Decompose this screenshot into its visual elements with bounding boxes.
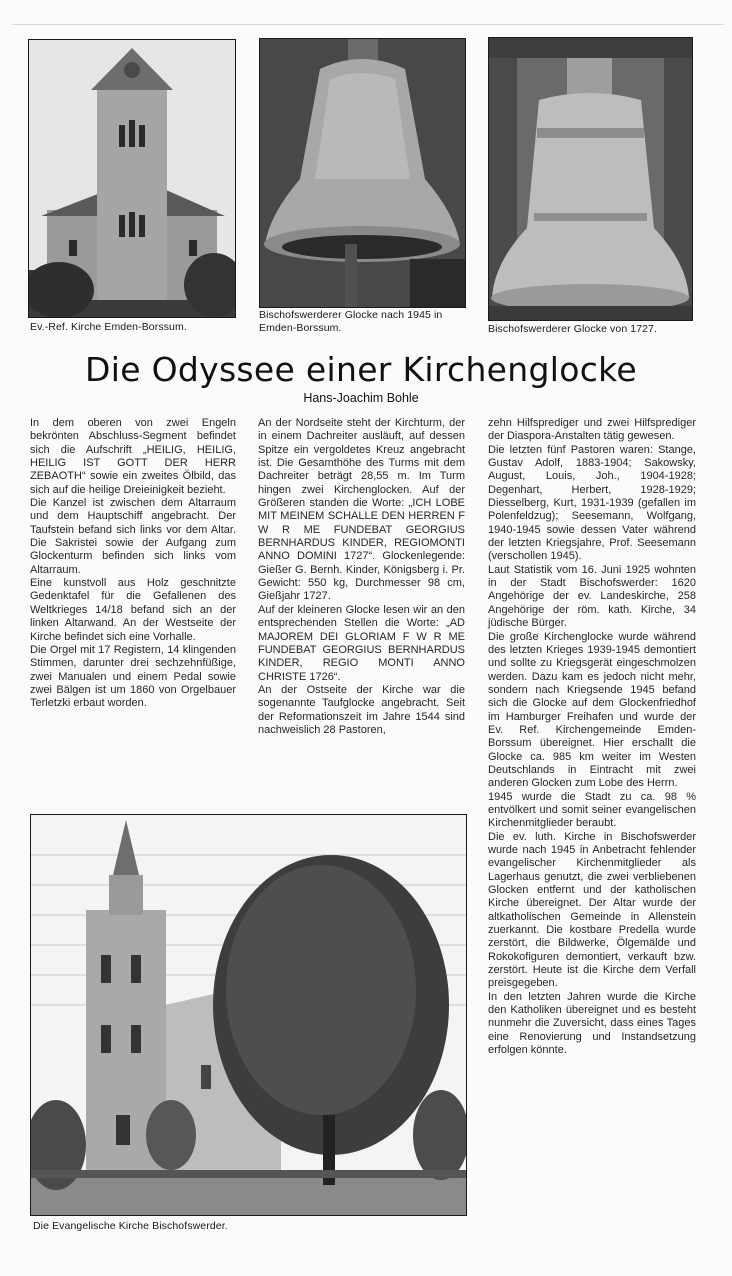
paragraph: Die Kanzel ist zwischen dem Altarraum und dem Hauptschiff angebracht. Der Taufstein befand sich links vor dem Altar. Die Sakristei sowie der Aufgang zum Glockenturm befinden sich links vom Altarraum. xyxy=(30,497,236,576)
paragraph: An der Ostseite der Kirche war die sogenannte Taufglocke angebracht. Seit der Reformationszeit im Jahre 1544 sind nachweislich 28 Pastoren, xyxy=(258,683,465,736)
caption-church-bischofswerder: Die Evangelische Kirche Bischofswerder. xyxy=(33,1220,228,1232)
bell-1727-photo xyxy=(488,37,693,321)
caption-bell-1727: Bischofswerderer Glocke von 1727. xyxy=(488,323,658,335)
paragraph: Die Orgel mit 17 Registern, 14 klingenden Stimmen, darunter drei sechzehnfüßige, zwei Manualen und einem Pedal sowie zwei Bälgen ist um 1860 von Orgelbauer Terletzki erbaut worden. xyxy=(30,643,236,710)
bell-after-1945-photo xyxy=(259,38,466,308)
article-author: Hans-Joachim Bohle xyxy=(303,391,419,405)
paragraph: Die große Kirchenglocke wurde während des letzten Krieges 1939-1945 demontiert und sollte zu Kriegsgerät eingeschmolzen werden. Dazu kam es jedoch nicht mehr, sondern nach Kriegsende 1945 befand sich die Glocke auf dem Glockenfriedhof im Hamburger Freihafen und wurde der Ev. Ref. Kirchengemeinde Emden-Borssum übereignet. Hier erschallt die Glocke ca. 985 km weiter im Westen Deutschlands in Eintracht mit zwei anderen Glocken zum Lobe des Herrn. xyxy=(488,630,696,790)
paragraph: In dem oberen von zwei Engeln bekrönten Abschluss-Segment befindet sich die Aufschrift „HEILIG, HEILIG, HEILIG IST GOTT DER HERR ZEBAOTH“ sowie ein zweites Ölbild, das sich auf die heilige Dreieinigkeit bezieht. xyxy=(30,417,236,496)
article-title: Die Odyssee einer Kirchenglocke xyxy=(85,350,637,389)
article-column-1 xyxy=(30,417,236,711)
paragraph: Laut Statistik vom 16. Juni 1925 wohnten in der Stadt Bischofswerder: 1620 Angehörige der ev. Landeskirche, 258 Angehörige der röm. kath. Kirche, 34 jüdische Bürger. xyxy=(488,563,696,630)
paragraph: In den letzten Jahren wurde die Kirche den Katholiken übereignet und es besteht nunmehr die Zuversicht, dass eines Tages eine Renovierung und Instandsetzung erfolgen könnte. xyxy=(488,990,696,1057)
paragraph: Die letzten fünf Pastoren waren: Stange, Gustav Adolf, 1883-1904; Sakowsky, August, Louis, Joh., 1904-1928; Degenhart, Herbert, 1928-1929; Diesselberg, Kurt, 1931-1939 (gefallen im Polenfeldzug); Seesemann, Wolfgang, 1940-1945 sowie dessen Vater während der letzten Kriegsjahre, Prof. Seesemann (verschollen 1945). xyxy=(488,443,696,563)
article-column-2 xyxy=(258,417,465,737)
caption-bell-after-1945: Bischofswerderer Glocke nach 1945 in Emden-Borssum. xyxy=(259,309,443,334)
paragraph: Eine kunstvoll aus Holz geschnitzte Gedenktafel für die Gefallenen des Weltkrieges 14/18 befand sich an der linken Altarwand. An der Westseite der Kirche befindet sich eine Vorhalle. xyxy=(30,577,236,643)
paragraph: An der Nordseite steht der Kirchturm, der in einem Dachreiter ausläuft, auf dessen Spitze ein vergoldetes Kreuz angebracht ist. Die Gesamthöhe des Turms mit dem Dachreiter beträgt 28,55 m. Im Turm hingen zwei Kirchenglocken. Auf der Größeren standen die Worte: „ICH LOBE MIT MEINEM SCHALLE DEN HERREN F W R ME FUNDEBAT GEORGIUS BERNHARDUS KINDER, REGIOMONTI ANNO DOMINI 1727“. Glockenlegende: Gießer G. Bernh. Kinder, Königsberg i. Pr. Gewicht: 550 kg, Durchmesser 98 cm, Gießjahr 1727. xyxy=(258,417,465,603)
church-emden-borssum-photo xyxy=(28,39,236,318)
church-bischofswerder-drawing xyxy=(30,814,467,1216)
article-column-3 xyxy=(488,417,696,1058)
paragraph: 1945 wurde die Stadt zu ca. 98 % entvölkert und somit seiner evangelischen Kirchenmitglieder beraubt. xyxy=(488,790,696,830)
paragraph: zehn Hilfsprediger und zwei Hilfsprediger der Diaspora-Anstalten tätig gewesen. xyxy=(488,417,696,443)
paragraph: Die ev. luth. Kirche in Bischofswerder wurde nach 1945 in Anbetracht fehlender evangelischer Kirchenmitglieder als Lagerhaus genutzt, die zwei verbliebenen Glocken entfernt und der katholischen Kirche übereignet. Der Altar wurde der altkatholischen Gemeinde in Allenstein zuerkannt. Die kostbare Predella wurde zerstört, die Bildwerke, Ölgemälde und Rokokofiguren demontiert, verkauft bzw. zerstört. Heute ist die Kirche dem Verfall preisgegeben. xyxy=(488,830,696,990)
top-rule xyxy=(12,24,724,25)
caption-church-emden: Ev.-Ref. Kirche Emden-Borssum. xyxy=(30,321,187,333)
paragraph: Auf der kleineren Glocke lesen wir an den entsprechenden Stellen die Worte: „AD MAJOREM DEI GLORIAM F W R ME FUNDEBAT GEORGIUS BERNHARDUS KINDER, REGIO MONTI ANNO CHRISTE 1726“. xyxy=(258,603,465,683)
